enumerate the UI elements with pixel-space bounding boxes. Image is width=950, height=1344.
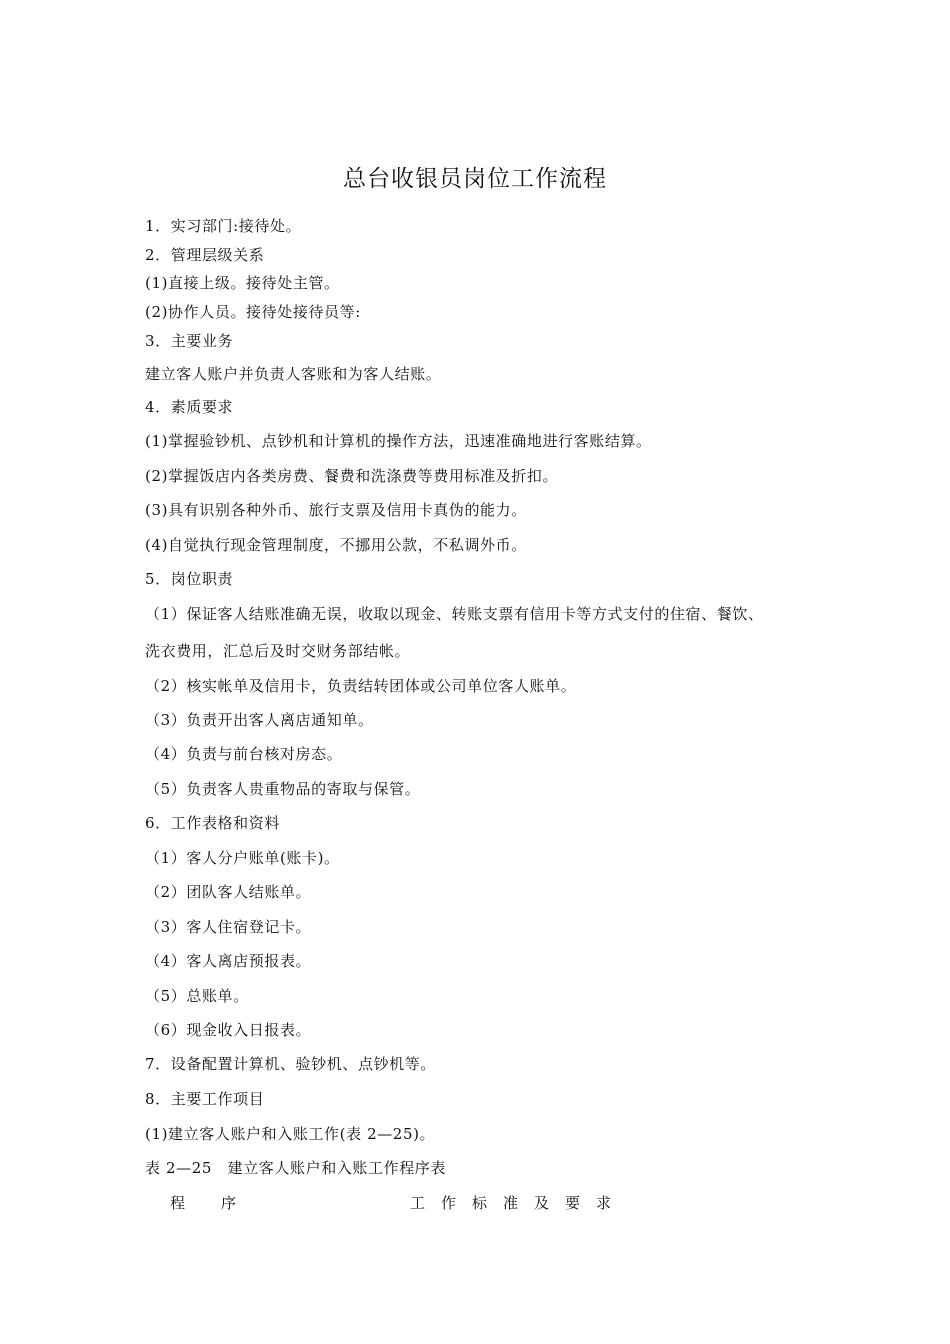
text-line: 5．岗位职责 [145, 570, 234, 588]
text-line: （5）总账单。 [145, 987, 249, 1005]
text-line: （5）负责客人贵重物品的寄取与保管。 [145, 780, 421, 798]
text-line: 建立客人账户并负责人客账和为客人结账。 [145, 365, 442, 383]
text-line: (2)协作人员。接待处接待员等: [145, 303, 361, 321]
text-line: （1）保证客人结账准确无误，收取以现金、转账支票有信用卡等方式支付的住宿、餐饮、 [145, 605, 764, 623]
document-title: 总台收银员岗位工作流程 [343, 166, 607, 192]
text-line: 洗衣费用，汇总后及时交财务部结帐。 [145, 642, 411, 660]
text-line: 7．设备配置计算机、验钞机、点钞机等。 [145, 1055, 436, 1073]
text-line: (1)建立客人账户和入账工作(表 2—25)。 [145, 1125, 436, 1143]
text-line: 6．工作表格和资料 [145, 814, 280, 832]
text-line: （2）团队客人结账单。 [145, 883, 312, 901]
table-header [145, 1192, 805, 1214]
text-line: （1）客人分户账单(账卡)。 [145, 849, 340, 867]
text-line: (1)掌握验钞机、点钞机和计算机的操作方法，迅速准确地进行客账结算。 [145, 432, 652, 450]
text-line: （2）核实帐单及信用卡，负责结转团体或公司单位客人账单。 [145, 677, 577, 695]
text-line: (3)具有识别各种外币、旅行支票及信用卡真伪的能力。 [145, 501, 527, 519]
text-line: （4）负责与前台核对房态。 [145, 745, 343, 763]
table-caption: 表 2—25 建立客人账户和入账工作程序表 [145, 1159, 446, 1177]
text-line: (1)直接上级。接待处主管。 [145, 274, 340, 292]
text-line: （3）负责开出客人离店通知单。 [145, 711, 374, 729]
text-line: 8．主要工作项目 [145, 1090, 265, 1108]
table-header-standards: 工作标准及要求 [410, 1194, 628, 1212]
text-line: （4）客人离店预报表。 [145, 952, 312, 970]
text-line: 2．管理层级关系 [145, 246, 265, 264]
text-line: 4．素质要求 [145, 398, 234, 416]
text-line: 3．主要业务 [145, 332, 234, 350]
text-line: (2)掌握饭店内各类房费、餐费和洗涤费等费用标准及折扣。 [145, 467, 559, 485]
table-header-procedure: 程序 [170, 1194, 273, 1212]
text-line: 1．实习部门:接待处。 [145, 217, 302, 235]
text-line: (4)自觉执行现金管理制度，不挪用公款，不私调外币。 [145, 536, 527, 554]
text-line: （3）客人住宿登记卡。 [145, 918, 312, 936]
text-line: （6）现金收入日报表。 [145, 1021, 312, 1039]
